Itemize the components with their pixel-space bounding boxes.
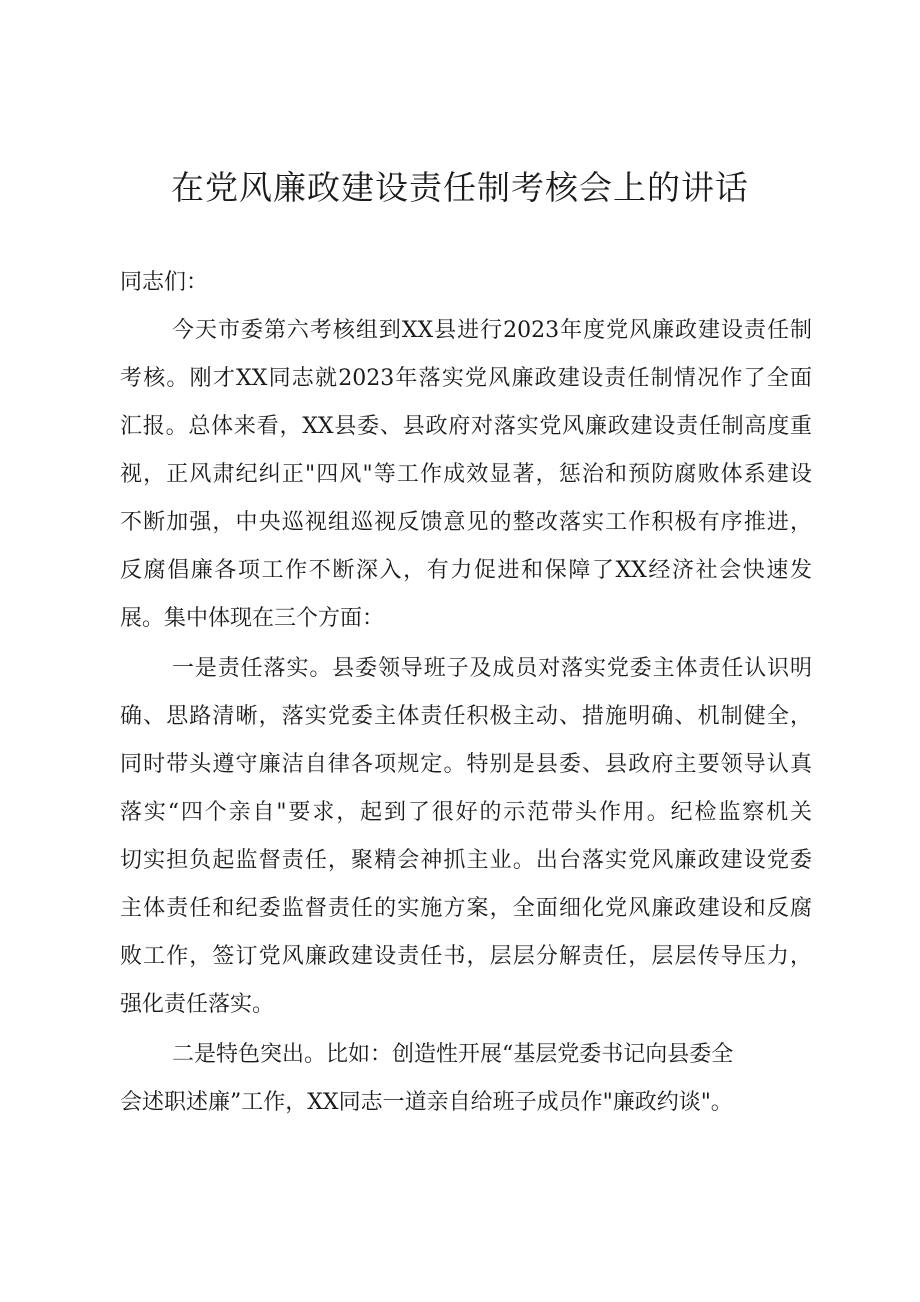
text-line: 切实担负起监督责任，聚精会神抓主业。出台落实党风廉政建设党委 [120,848,812,873]
text-line: 今天市委第六考核组到XX县进行2023年度党风廉政建设责任制 [172,318,812,343]
text-line: 考核。刚才XX同志就2023年落实党风廉政建设责任制情况作了全面 [120,366,812,391]
text-line: 强化责任落实。 [120,992,275,1017]
text-line: 二是特色突出。比如：创造性开展“基层党委书记向县委全 [172,1042,734,1067]
text-line: 汇报。总体来看，XX县委、县政府对落实党风廉政建设责任制高度重 [120,414,812,439]
text-line: 会述职述廉”工作，XX同志一道亲自给班子成员作"廉政约谈"。 [120,1090,733,1115]
text-line: 一是责任落实。县委领导班子及成员对落实党委主体责任认识明 [172,656,812,681]
text-line: 败工作，签订党风廉政建设责任书，层层分解责任，层层传导压力， [120,944,812,969]
text-line: 主体责任和纪委监督责任的实施方案，全面细化党风廉政建设和反腐 [120,896,812,921]
text-line: 不断加强，中央巡视组巡视反馈意见的整改落实工作积极有序推进， [120,510,812,535]
document-title: 在党风廉政建设责任制考核会上的讲话 [171,168,749,207]
text-line: 视，正风肃纪纠正"四风"等工作成效显著，惩治和预防腐败体系建设 [120,462,812,487]
text-line: 反腐倡廉各项工作不断深入，有力促进和保障了XX经济社会快速发 [120,558,812,583]
text-line: 展。集中体现在三个方面： [120,606,385,631]
text-line: 落实“四个亲自"要求，起到了很好的示范带头作用。纪检监察机关 [120,800,812,825]
text-line: 确、思路清晰，落实党委主体责任积极主动、措施明确、机制健全， [120,704,812,729]
salutation: 同志们： [120,270,209,295]
text-line: 同时带头遵守廉洁自律各项规定。特别是县委、县政府主要领导认真 [120,752,812,777]
